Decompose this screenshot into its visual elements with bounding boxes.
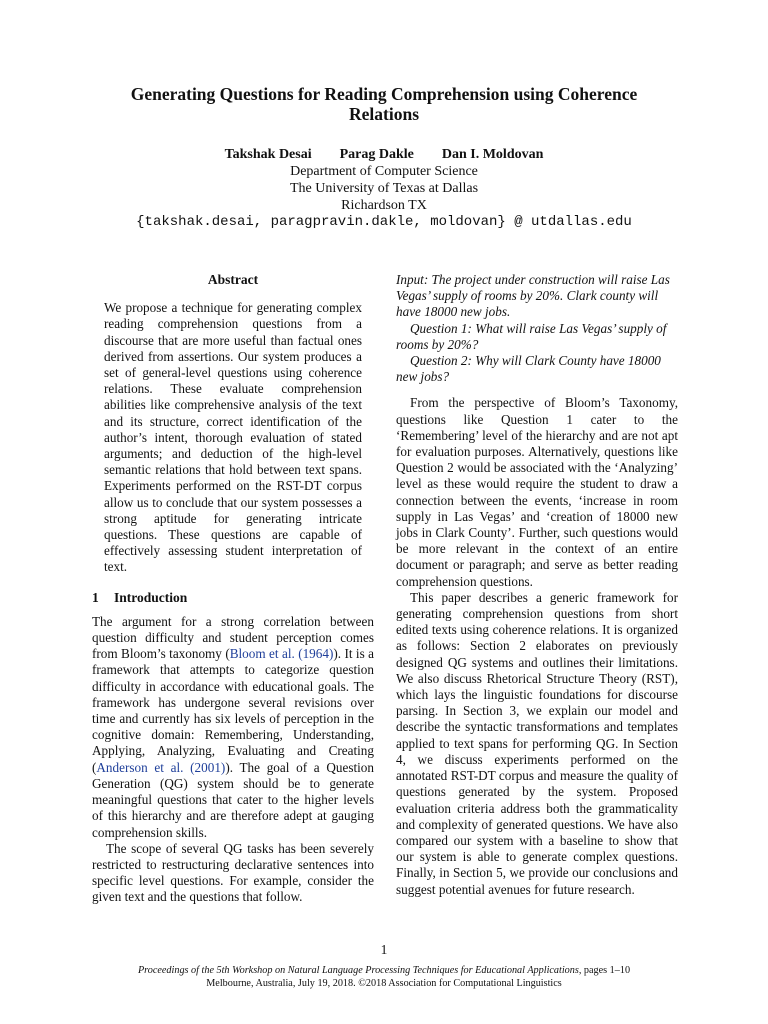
affiliation-line: The University of Texas at Dallas — [289, 181, 479, 196]
abstract-text: We propose a technique for generating complex reading comprehension questions from a discourse that are more useful than factual ones derived from assertions. Our system produces a set of general-level questions using coherence relations. These evaluate comprehension abilities like comprehensive analysis of the text and its structure, correct identification of the author’s intent, thorough evaluation of stated arguments; and deduction of the high-level semantic relations that hold between text spans. Experiments performed on the RST-DT corpus allow us to conclude that our system possesses a strong aptitude for generating intricate questions. These questions are capable of effectively assessing student interpretation of text. — [104, 300, 362, 575]
page-footer — [60, 964, 708, 990]
intro-text: ). It is a framework that attempts to categorize question difficulty in accordance with educational goals. The framework has undergone several revisions over time and currently has six levels of perception in the cognitive domain: Remembering, Understanding, Applying, Analyzing, Evaluating and Creating ( — [92, 646, 374, 775]
title-line-2: Relations — [349, 104, 419, 124]
example-question-1: Question 1: What will raise Las Vegas’ supply of rooms by 20%? — [396, 320, 667, 352]
author-name: Takshak Desai — [224, 147, 312, 162]
paper-title — [80, 84, 688, 124]
author-name: Parag Dakle — [339, 147, 414, 162]
intro-text: ). The goal of a Question Generation (QG) system should be to generate meaningful questions that cater to the higher levels of this hierarchy and are therefore adept at gauging comprehension skills. — [92, 759, 374, 840]
author-emails: {takshak.desai, paragpravin.dakle, moldovan} @ utdallas.edu — [136, 214, 632, 230]
footer-proceedings: Proceedings of the 5th Workshop on Natural Language Processing Techniques for Educational Applications — [137, 965, 579, 976]
page-number: 1 — [380, 942, 388, 957]
left-column — [92, 272, 374, 906]
abstract-body — [92, 300, 374, 575]
example-question-2: Question 2: Why will Clark County have 18000 new jobs? — [396, 353, 661, 385]
affiliation-line: Richardson TX — [341, 198, 427, 213]
footer-pages: , pages 1–10 — [578, 965, 631, 976]
body-paragraph-1: From the perspective of Bloom’s Taxonomy, questions like Question 1 cater to the ‘Remembering’ level of the hierarchy and are not apt for evaluation purposes. Alternatively, questions like Question 2 would be associated with the ‘Analyzing’ level as these would require the student to draw a connection between the events, ‘increase in room supply in Las Vegas’ and ‘creation of 18000 new jobs in Clark County’. Further, such questions would be more relevant in the context of an entire document or paragraph; and serve as better reading comprehension questions. — [396, 395, 678, 589]
right-column — [396, 272, 678, 898]
section-heading-introduction — [92, 590, 374, 606]
intro-text: The argument for a strong correlation between question difficulty and student perception comes from Bloom’s taxonomy ( — [92, 613, 374, 662]
section-number: 1 — [92, 589, 99, 605]
author-name: Dan I. Moldovan — [441, 147, 544, 162]
author-names — [80, 146, 688, 163]
section-title: Introduction — [114, 589, 188, 605]
title-line-1: Generating Questions for Reading Comprehension using Coherence — [130, 84, 638, 104]
intro-paragraph-2: The scope of several QG tasks has been severely restricted to restructuring declarative sentences into specific level questions. For example, consider the given text and the questions that follow. — [92, 840, 374, 905]
body-paragraph-2: This paper describes a generic framework for generating comprehension questions from short edited texts using coherence relations. It is organized as follows: Section 2 elaborates on previously designed QG systems and outlines their limitations. We also discuss Rhetorical Structure Theory (RST), which lays the linguistic foundations for discourse parsing. In Section 3, we explain our model and describe the syntactic transformations and templates applied to text spans for performing QG. In Section 4, we discuss experiments performed on the annotated RST-DT corpus and measure the quality of questions generated by the system. Proposed evaluation criteria address both the grammaticality and complexity of generated questions. We have also compared our system with a baseline to show that our system is able to generate complex questions. Finally, in Section 5, we provide our conclusions and suggest potential avenues for future research. — [396, 589, 678, 897]
example-input: Input: The project under construction will raise Las Vegas’ supply of rooms by 20%. Clark county will have 18000 new jobs. — [396, 272, 670, 320]
intro-paragraph-1 — [92, 614, 374, 841]
author-block — [80, 146, 688, 231]
citation-link[interactable]: Bloom et al. (1964) — [229, 646, 334, 662]
abstract-heading: Abstract — [207, 272, 259, 287]
affiliation-line: Department of Computer Science — [290, 164, 478, 179]
footer-venue: Melbourne, Australia, July 19, 2018. ©2018 Association for Computational Linguistics — [206, 978, 562, 989]
citation-link[interactable]: Anderson et al. (2001) — [96, 759, 226, 775]
